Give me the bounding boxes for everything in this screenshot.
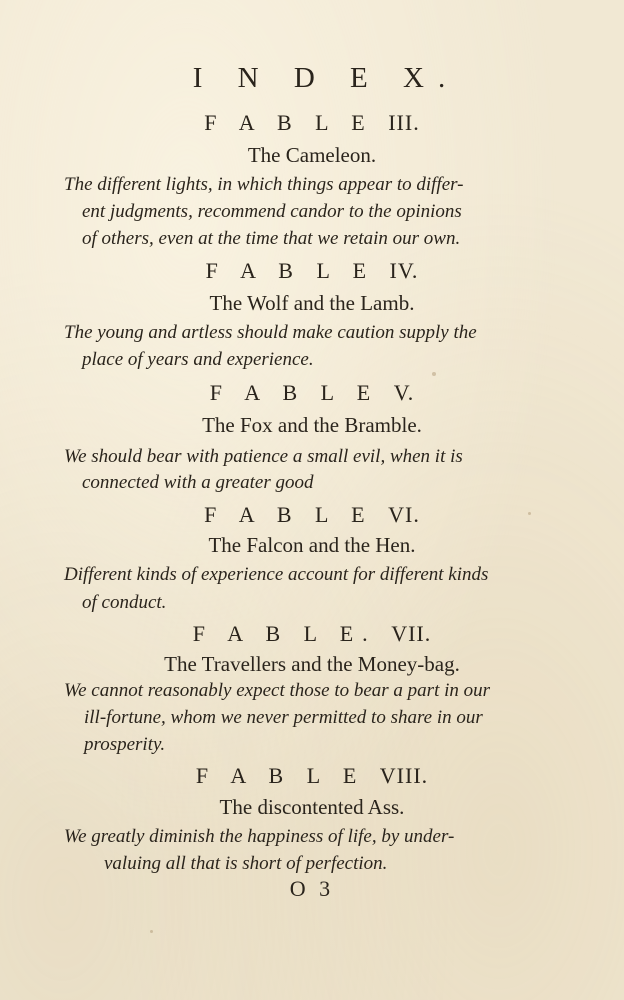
fable-number: IV. xyxy=(389,258,419,283)
page-heading: I N D E X. xyxy=(192,62,460,94)
fable-heading xyxy=(0,621,624,647)
fable-moral-line: ent judgments, recommend candor to the opinions xyxy=(82,201,462,222)
fable-moral-line: of conduct. xyxy=(82,592,167,613)
fable-label: F A B L E xyxy=(204,502,374,527)
fable-moral-line: The different lights, in which things appear to differ- xyxy=(64,174,464,195)
fable-number: VI. xyxy=(388,502,420,527)
fable-title: The Cameleon. xyxy=(247,143,377,167)
fable-moral-line: We cannot reasonably expect those to bear a part in our xyxy=(64,680,491,701)
fable-label: F A B L E xyxy=(195,763,366,788)
fable-title: The discontented Ass. xyxy=(219,795,405,819)
fable-label: F A B L E. xyxy=(192,621,377,646)
fable-moral-line: connected with a greater good xyxy=(82,472,314,493)
fable-heading xyxy=(0,502,624,528)
fable-moral-line: ill-fortune, whom we never permitted to share in our xyxy=(84,707,483,728)
fable-moral-line: The young and artless should make caution supply the xyxy=(64,322,477,343)
fable-label: F A B L E xyxy=(205,258,376,283)
fable-moral-line: place of years and experience. xyxy=(82,349,314,370)
fable-moral-line: We should bear with patience a small evil, when it is xyxy=(64,446,463,467)
fable-label: F A B L E xyxy=(209,380,380,405)
foxing-spot xyxy=(528,512,531,515)
fable-title: The Travellers and the Money-bag. xyxy=(164,652,460,676)
fable-heading xyxy=(0,110,624,136)
foxing-spot xyxy=(150,930,153,933)
signature-mark: O 3 xyxy=(289,876,335,901)
fable-heading xyxy=(0,380,624,406)
fable-heading xyxy=(0,763,624,789)
fable-title: The Wolf and the Lamb. xyxy=(209,291,415,315)
fable-number: VII. xyxy=(391,621,432,646)
fable-title: The Fox and the Bramble. xyxy=(202,413,422,437)
fable-label: F A B L E xyxy=(204,110,374,135)
fable-heading xyxy=(0,258,624,284)
fable-number: III. xyxy=(388,110,420,135)
fable-number: VIII. xyxy=(379,763,429,788)
fable-moral-line: prosperity. xyxy=(84,734,166,755)
fable-moral-line: We greatly diminish the happiness of life, by under- xyxy=(64,826,455,847)
fable-number: V. xyxy=(393,380,415,405)
fable-moral-line: Different kinds of experience account for different kinds xyxy=(64,564,489,585)
foxing-spot xyxy=(432,372,436,376)
fable-title: The Falcon and the Hen. xyxy=(208,533,416,557)
fable-moral-line: valuing all that is short of perfection. xyxy=(104,853,388,874)
fable-moral-line: of others, even at the time that we retain our own. xyxy=(82,228,461,249)
